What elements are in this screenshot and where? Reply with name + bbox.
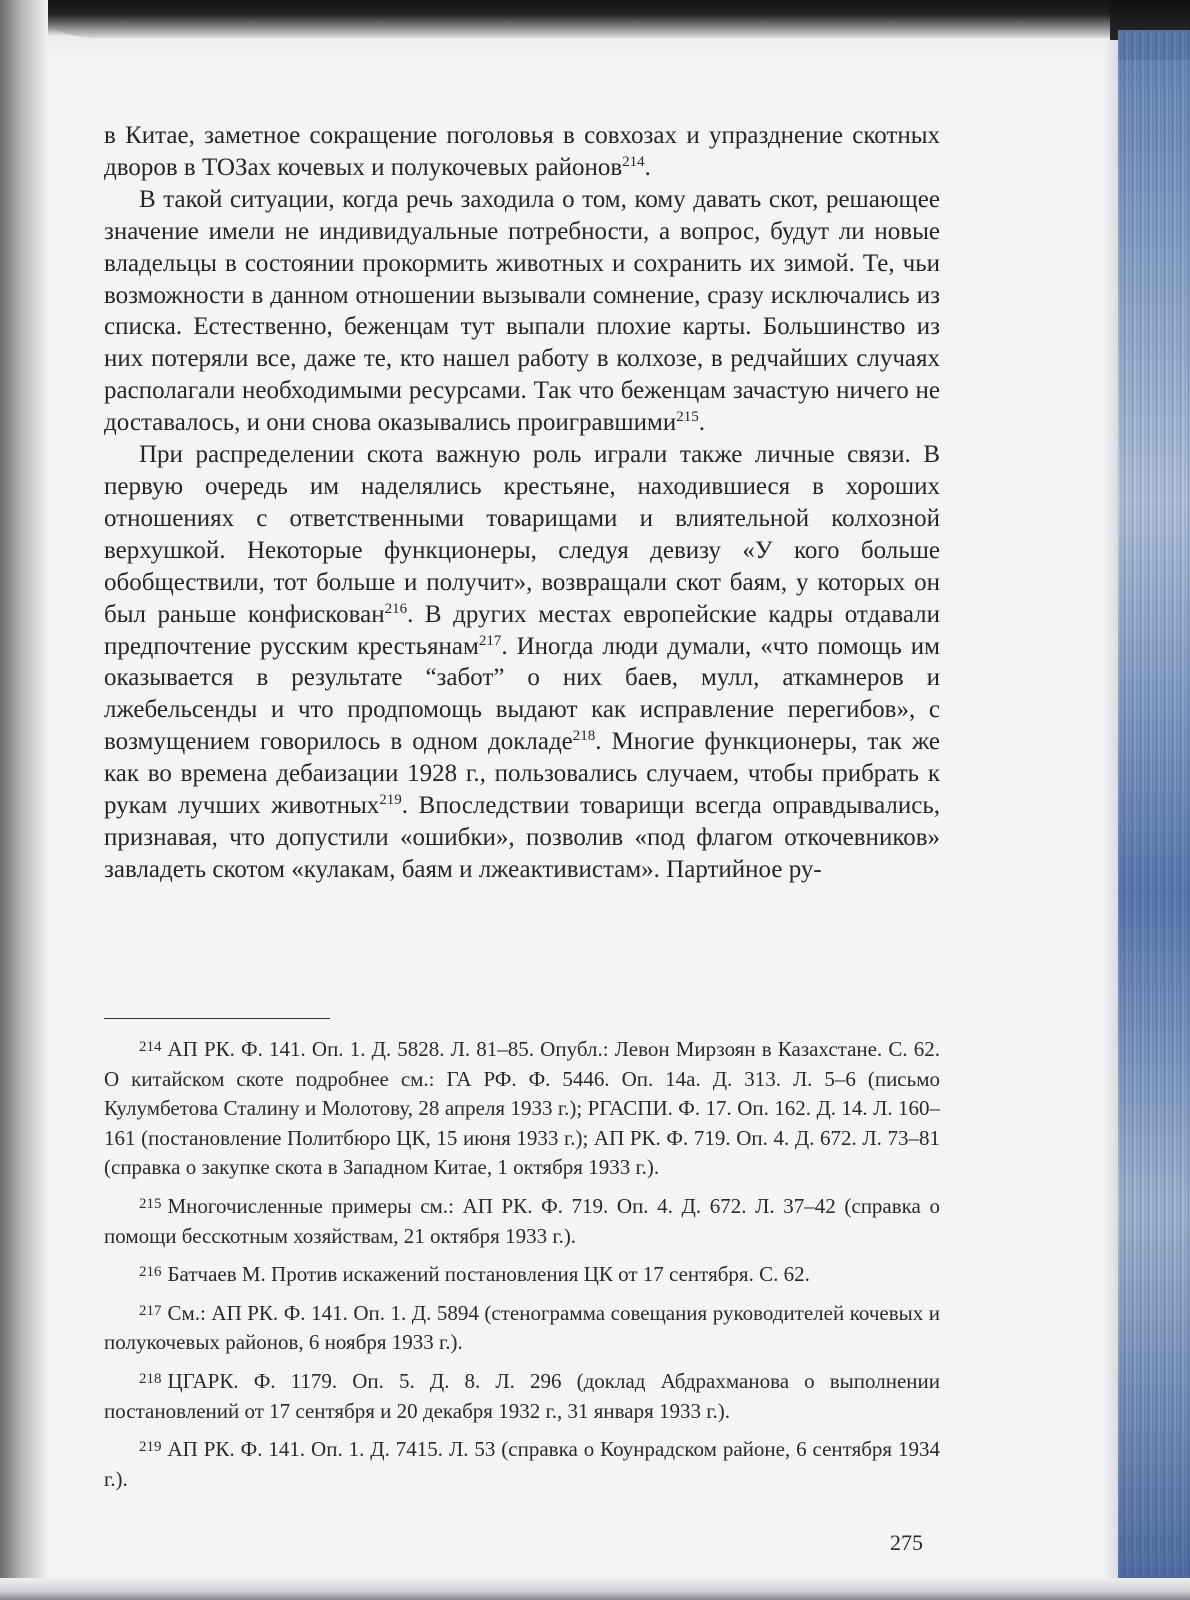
paragraph — [104, 439, 940, 886]
footnote — [104, 1190, 940, 1251]
footnote — [104, 1365, 940, 1426]
footnote — [104, 1297, 940, 1358]
page-stack-edges — [1118, 30, 1190, 1600]
footnote-number: 218 — [139, 1370, 162, 1387]
book-top-edge — [40, 0, 1150, 38]
footnote-text: Многочисленные примеры см.: АП РК. Ф. 719. Оп. 4. Д. 672. Л. 37–42 (справка о помощи бесскотным хозяйствам, 21 октября 1933 г.). — [104, 1193, 940, 1248]
footnote-reference[interactable]: 214 — [622, 153, 645, 170]
page-number: 275 — [890, 1530, 923, 1555]
paragraph — [104, 120, 940, 184]
footnote — [104, 1433, 940, 1494]
footnote-text: Батчаев М. Против искажений постановления ЦК от 17 сентября. С. 62. — [167, 1262, 810, 1287]
footnote-reference[interactable]: 217 — [478, 632, 502, 649]
paragraph — [104, 184, 940, 439]
footnote-text: См.: АП РК. Ф. 141. Оп. 1. Д. 5894 (стенограмма совещания руководителей кочевых и полукочевых районов, 6 ноября 1933 г.). — [104, 1300, 940, 1355]
page-edge-inner — [1104, 40, 1118, 1600]
paragraph-text: . — [698, 409, 706, 437]
footnote-reference[interactable]: 215 — [676, 409, 699, 426]
main-text — [104, 120, 940, 886]
paragraph-text: При распределении скота важную роль играли также личные связи. В первую очередь им наделялись крестьяне, находившиеся в хороших отношениях с ответственными товарищами и влиятельной колхозной верхушкой. Некоторые функционеры, следуя девизу «У кого больше обобществили, тот больше и получит», возвращали скот баям, у которых он был раньше конфискован — [104, 441, 940, 628]
footnote-text: АП РК. Ф. 141. Оп. 1. Д. 7415. Л. 53 (справка о Коунрадском районе, 6 сентября 1934 г.). — [104, 1437, 940, 1491]
footnote-text: ЦГАРК. Ф. 1179. Оп. 5. Д. 8. Л. 296 (доклад Абдрахманова о выполнении постановлений от 17 сентября и 20 декабря 1932 г., 31 января 1933 г.). — [104, 1368, 940, 1423]
paragraph-text: . Многие функционеры, так же как во времена дебаизации 1928 г., пользовались случаем, чтобы прибрать к рукам лучших животных — [104, 728, 940, 820]
paragraph-text: . Впоследствии товарищи всегда оправдывались, признавая, что допустили «ошибки», позволив «под флагом откочевников» завладеть скотом «кулакам, баям и лжеактивистам». Партийное ру- — [104, 792, 940, 883]
footnote-number: 216 — [139, 1264, 162, 1281]
footnote-reference[interactable]: 216 — [384, 600, 408, 617]
footnote-reference[interactable]: 218 — [572, 728, 596, 745]
footnote-number: 214 — [139, 1039, 162, 1055]
footnote-reference[interactable]: 219 — [379, 792, 402, 809]
paragraph-text: В такой ситуации, когда речь заходила о том, кому давать скот, решающее значение имели не индивидуальные потребности, а вопрос, будут ли новые владельцы в состоянии прокормить животных и сохранить их зимой. Те, чьи возможности в данном отношении вызывали сомнение, сразу исключались из списка. Естественно, беженцам тут выпали плохие карты. Большинство из них потеряли все, даже те, кто нашел работу в колхозе, в редчайших случаях располагали необходимыми ресурсами. Так что беженцам зачастую ничего не доставалось, и они снова оказывались проигравшими — [104, 185, 940, 437]
footnotes — [104, 1033, 940, 1501]
footnote — [104, 1258, 940, 1290]
spine-shadow — [0, 0, 48, 1600]
paragraph-text: . В других местах европейские кадры отдавали предпочтение русским крестьянам — [104, 600, 940, 660]
footnote-number: 215 — [139, 1195, 162, 1212]
footnote — [104, 1033, 940, 1183]
paragraph-text: . — [644, 153, 651, 181]
paragraph-text: в Китае, заметное сокращение поголовья в совхозах и упразднение скотных дворов в ТОЗах кочевых и полукочевых районов — [104, 122, 940, 181]
footnote-number: 217 — [139, 1302, 162, 1319]
footnote-separator — [104, 1018, 330, 1019]
footnote-number: 219 — [139, 1439, 162, 1456]
paragraph-text: . Иногда люди думали, «что помощь им оказывается в результате “забот” о них баев, мулл, аткамнеров и лжебельсенды и что продпомощь выдают как исправление перегибов», с возмущением говорилось в одном докладе — [104, 632, 940, 756]
book-bottom-edge — [0, 1578, 1190, 1600]
footnote-text: АП РК. Ф. 141. Оп. 1. Д. 5828. Л. 81–85. Опубл.: Левон Мирзоян в Казахстане. С. 62. О китайском скоте подробнее см.: ГА РФ. Ф. 5446. Оп. 14а. Д. 313. Л. 5–6 (письмо Кулумбетова Сталину и Молотову, 28 апреля 1933 г.); РГАСПИ. Ф. 17. Оп. 162. Д. 14. Л. 160–161 (постановление Политбюро ЦК, 15 июня 1933 г.); АП РК. Ф. 719. Оп. 4. Д. 672. Л. 73–81 (справка о закупке скота в Западном Китае, 1 октября 1933 г.). — [104, 1037, 940, 1180]
page-body — [104, 120, 940, 886]
